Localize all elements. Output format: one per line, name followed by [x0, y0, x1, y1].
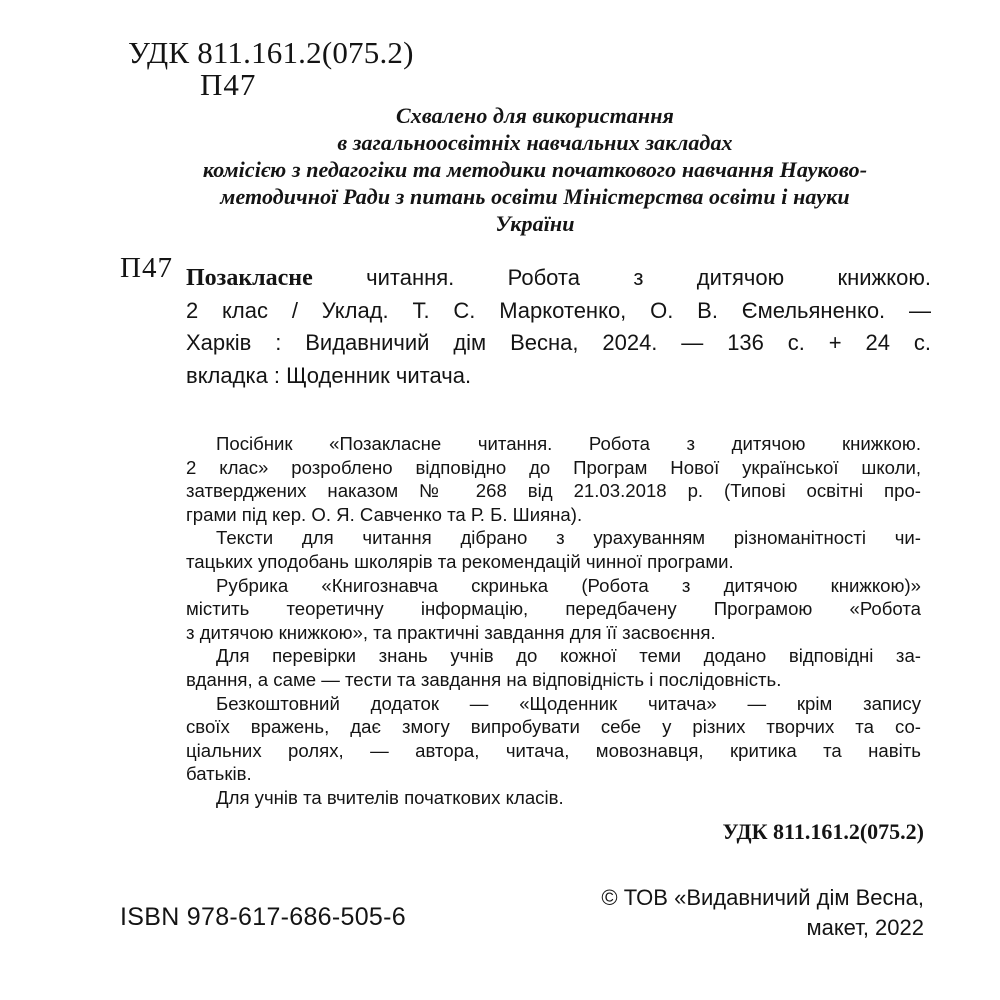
entry-line-4: вкладка : Щоденник читача. — [186, 362, 472, 388]
annotation-line: Посібник «Позакласне читання. Робота з дитячою книжкою. — [216, 433, 921, 454]
annotation-line: Для учнів та вчителів початкових класів. — [216, 786, 564, 808]
bibliographic-entry — [186, 262, 931, 392]
author-code: П47 — [200, 67, 257, 102]
annotation-line: грами під кер. О. Я. Савченко та Р. Б. Шияна). — [186, 503, 583, 525]
book-title-start: Позакласне — [186, 265, 313, 291]
copyright-line: © ТОВ «Видавничий дім Весна, — [601, 885, 924, 910]
annotation-line: 2 клас» розроблено відповідно до Програм Нової української школи, — [186, 456, 921, 478]
udk-classification: УДК 811.161.2(075.2) — [128, 35, 414, 70]
annotation-line: містить теоретичну інформацію, передбачену Програмою «Робота — [186, 598, 921, 620]
annotation — [186, 432, 921, 810]
annotation-line: ціальних ролях, — автора, читача, мовознавця, критика та навіть — [186, 739, 921, 761]
annotation-line: Рубрика «Книгознавча скринька (Робота з дитячою книжкою)» — [216, 574, 921, 596]
annotation-line: Безкоштовний додаток — «Щоденник читача» — крім запису — [216, 692, 921, 714]
annotation-line: з дитячою книжкою», та практичні завдання для її засвоєння. — [186, 621, 716, 643]
approval-line: Схвалено для використання — [396, 103, 674, 128]
book-title-rest: читання. Робота з дитячою книжкою. — [366, 265, 931, 290]
udk-classification-bottom: УДК 811.161.2(075.2) — [722, 819, 924, 844]
annotation-line: тацьких уподобань школярів та рекомендацій чинної програми. — [186, 550, 734, 572]
isbn: ISBN 978-617-686-505-6 — [120, 903, 406, 931]
annotation-line: Тексти для читання дібрано з урахуванням різноманітності чи- — [216, 527, 921, 549]
annotation-line: вдання, а саме — тести та завдання на відповідність і послідовність. — [186, 668, 782, 690]
entry-line-1 — [186, 262, 931, 295]
copyright-line: макет, 2022 — [806, 915, 924, 940]
annotation-line: Для перевірки знань учнів до кожної теми додано відповідні за- — [216, 645, 921, 667]
approval-line: України — [495, 211, 575, 236]
annotation-line: своїх вражень, дає змогу випробувати себе у різних творчих та со- — [186, 716, 921, 738]
approval-line: комісією з педагогіки та методики початкового навчання Науково- — [202, 157, 868, 182]
approval-line: методичної Ради з питань освіти Міністерства освіти і науки — [220, 184, 850, 209]
approval-note — [100, 102, 970, 237]
copyright-notice — [601, 883, 924, 943]
entry-line-2: 2 клас / Уклад. Т. С. Маркотенко, О. В. Ємельяненко. — — [186, 297, 931, 323]
entry-author-code: П47 — [120, 252, 173, 284]
entry-line-3: Харків : Видавничий дім Весна, 2024. — 136 с. + 24 с. — [186, 330, 931, 355]
annotation-line: батьків. — [186, 763, 252, 785]
approval-line: в загальноосвітніх навчальних закладах — [337, 130, 733, 155]
annotation-line: затверджених наказом № 268 від 21.03.2018 р. (Типові освітні про- — [186, 480, 921, 502]
